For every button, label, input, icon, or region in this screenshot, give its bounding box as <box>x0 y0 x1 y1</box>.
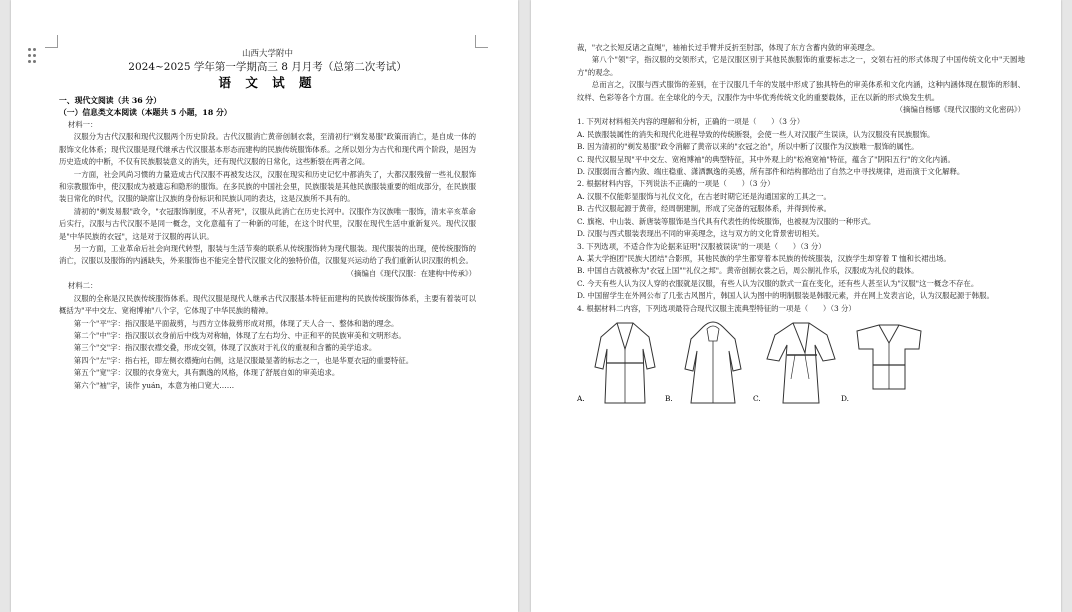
material2-paragraph: 第二个"中"字：指汉服以衣身前后中线为对称轴，体现了左右均分、中正和平的民族审美和文明形态。 <box>73 330 406 340</box>
margin-crop-mark <box>475 35 488 48</box>
question-option: B. 古代汉服起源于黄帝，经周朝建制，形成了完备的冠服体系，并得到传承。 <box>577 204 832 214</box>
garment-option-b <box>665 319 753 405</box>
question-option: A. 汉服不仅能彰显服饰与礼仪文化，在古老时期它还是沟通国家的工具之一。 <box>577 191 831 201</box>
question-1 <box>577 116 1025 178</box>
material1-paragraph: 一方面，社会风尚习惯的力量造成古代汉服不再被发达汉，汉服在现实和历史记忆中都消失了，大都汉服残留一些礼仪服饰和宗教服饰中，使汉服成为被遗忘和隐形的服饰。在多民族的中国社会里，民族服装是其他民族服装重要的组成部分，在民族服装日常化的时代，汉服的缺席让汉族的身份标识和民族认同的表达，这是汉族所不具有的。 <box>59 169 476 204</box>
garment-figures <box>577 319 1025 405</box>
exam-header <box>59 48 476 92</box>
document-page-left <box>11 0 518 612</box>
document-page-right <box>531 0 1061 612</box>
material2-paragraph: 第五个"宽"字：汉服的衣身宽大，具有飘逸的风格，体现了舒展自如的审美追求。 <box>73 368 340 378</box>
left-page-content <box>59 0 476 392</box>
conclusion-paragraph: 总而言之，汉服与西式服饰的差别，在于汉服几千年的发展中形成了独具特色的审美体系和文化内涵，这种内涵体现在服饰的形制、纹样、色彩等各个方面。在全球化的今天，汉服作为中华优秀传统文化的重要载体，正在以新的形式焕发生机。 <box>577 80 1025 102</box>
question-option: C. 旗袍、中山装、新唐装等服饰是当代具有代表性的传统服饰，也被视为汉服的一种形式。 <box>577 216 876 226</box>
question-3 <box>577 241 1025 303</box>
question-option: B. 中国自古就被称为"衣冠上国""礼仪之邦"。黄帝创制衣裳之后，周公制礼作乐，汉服成为礼仪的载体。 <box>577 266 919 276</box>
garment-option-d <box>841 319 929 405</box>
question-option: D. 汉服弱而含蓄内敛、端庄稳重、潇洒飘逸的美感，所有部件和结构都给出了自然之中寻找规律，进而演于文化解释。 <box>577 167 965 177</box>
question-stem: 3. 下列选项，不适合作为论据来证明"汉服被误读"的一项是（ ）（3 分） <box>577 241 826 251</box>
question-option: D. 中国留学生在外网公布了几张古风图片，韩国人认为图中的明制服装是韩服元素，并在网上发表言论，认为汉服起源于韩服。 <box>577 291 994 301</box>
hanfu-illustration-icon <box>765 319 837 405</box>
question-option: A. 某大学抱团"民族大团结"合影照，其他民族的学生都穿着本民族的传统服装，汉族学生却穿着 T 恤和长裙出场。 <box>577 253 951 263</box>
section-heading: 一、现代文阅读（共 36 分） <box>59 96 162 105</box>
right-page-content <box>577 42 1025 405</box>
material1-source: （摘编自《现代汉服：在建构中传承》） <box>346 268 476 278</box>
subsection-heading: （一）信息类文本阅读（本题共 5 小题，18 分） <box>59 108 232 117</box>
garment-option-c <box>753 319 841 405</box>
material1-paragraph: 清初的"剃发易服"政令，"衣冠服饰制度，不从者死"，汉服从此消亡在历史长河中。汉服作为汉族唯一服饰，清末辛亥革命后实行，汉服与古代汉服不是同一概念，文化意蕴有了一种新的可能，在这个时代里，汉服在现代生活中重新复兴。现代汉服是"中华民族的衣冠"，这是对于汉服的再认识。 <box>59 206 476 241</box>
material2-paragraph: 汉服的全称是汉民族传统服饰体系。现代汉服是现代人继承古代汉服基本特征而建构的民族传统服饰体系，主要有着装可以概括为"平中交左、宽袍博袖"八个字，它体现了中华民族的精神。 <box>59 293 476 316</box>
question-option: C. 今天有些人认为汉人穿的衣服就是汉服，有些人认为汉服的款式一直在变化，还有些人甚至认为"汉服"这一概念不存在。 <box>577 278 979 288</box>
margin-crop-mark <box>45 35 58 48</box>
question-option: C. 现代汉服呈现"平中交左、宽袍博袖"的典型特征，其中外观上的"松袍宽袖"特征，蕴含了"阴阳五行"的文化内涵。 <box>577 154 955 164</box>
option-label: B. <box>665 393 673 403</box>
material2-paragraph: 第一个"平"字：指汉服是平面裁剪，与西方立体裁剪形成对照，体现了天人合一、整体和谐的理念。 <box>73 318 399 328</box>
jacket-illustration-icon <box>853 319 925 405</box>
subject-title: 语 文 试 题 <box>218 75 317 90</box>
question-stem: 1. 下列对材料相关内容的理解和分析，正确的一项是（ ）（3 分） <box>577 117 805 127</box>
option-label: C. <box>753 393 761 403</box>
question-option: D. 汉服与西式服装表现出不同的审美理念，这与双方的文化背景密切相关。 <box>577 229 824 239</box>
garment-option-a <box>577 319 665 405</box>
question-2 <box>577 178 1025 240</box>
material2-paragraph: 第六个"袖"字，读作 yuán，本意为袖口宽大…… <box>73 380 235 390</box>
drag-handle-icon[interactable] <box>28 48 36 64</box>
material2-paragraph: 第四个"左"字：指右衽，即左侧衣襟掩向右侧，这是汉服最显著的标志之一，也是华夏衣冠的重要特征。 <box>73 355 414 365</box>
school-name: 山西大学附中 <box>241 49 293 59</box>
question-4 <box>577 303 1025 405</box>
material2-paragraph: 第三个"交"字：指汉服衣襟交叠，形成交领，体现了汉族对于礼仪的重视和含蓄的美学追求。 <box>73 343 377 353</box>
question-stem: 4. 根据材料二内容，下列选项最符合现代汉服主流典型特征的一项是（ ）（3 分） <box>577 303 856 313</box>
question-option: B. 因为清初的"剃发易服"政令消解了黄帝以来的"衣冠之治"，所以中断了汉服作为汉族唯一服饰的属性。 <box>577 142 919 152</box>
material1-paragraph: 汉服分为古代汉服和现代汉服两个历史阶段。古代汉服消亡黄帝创制衣裳，至清初行"剃发易服"政策而消亡，是自成一体的服饰文化体系；现代汉服是现代继承古代汉服基本形态而建构的民族传统服饰体系。之所以划分为古代和现代两个阶段，是因为历史造成的中断，不仅有民族服装意义的消失，还有现代汉服的日常化，这些断裂在两者之间。 <box>59 132 476 167</box>
material-label: 材料一： <box>67 120 98 129</box>
hooded-robe-illustration-icon <box>677 319 749 405</box>
material1-paragraph: 另一方面，工业革命后社会向现代转型，服装与生活节奏的联系从传统服饰转为现代服装。现代服装的出现，使传统服饰的消亡，汉服以及服饰的内涵缺失，外来服饰也不能完全替代汉服文化的独特价值，汉服复兴运动给了我们重新认识汉服的机会。 <box>59 244 476 266</box>
option-label: D. <box>841 393 850 403</box>
continued-paragraph: 裁，"衣之长短反诸之直绳"，袖袖长过手臂并反折至肘部，体现了东方含蓄内敛的审美理念。 <box>577 43 880 52</box>
material-source: （摘编自杨娜《现代汉服的文化密码》） <box>895 105 1025 115</box>
question-stem: 2. 根据材料内容，下列说法不正确的一项是（ ）（3 分） <box>577 179 775 189</box>
robe-illustration-icon <box>589 319 661 405</box>
option-label: A. <box>577 393 585 403</box>
exam-title: 2024~2025 学年第一学期高三 8 月月考（总第二次考试） <box>128 61 407 73</box>
question-option: A. 民族服装属性的消失和现代化进程导致的传统断裂，会使一些人对汉服产生误读，认为汉服没有民族服饰。 <box>577 129 935 139</box>
continued-paragraph: 第八个"领"字，指汉服的交领形式，它是汉服区别于其他民族服饰的重要标志之一，交领右衽的形式体现了中国传统文化中"天圆地方"的观念。 <box>577 55 1025 77</box>
material-label: 材料二： <box>67 281 98 291</box>
